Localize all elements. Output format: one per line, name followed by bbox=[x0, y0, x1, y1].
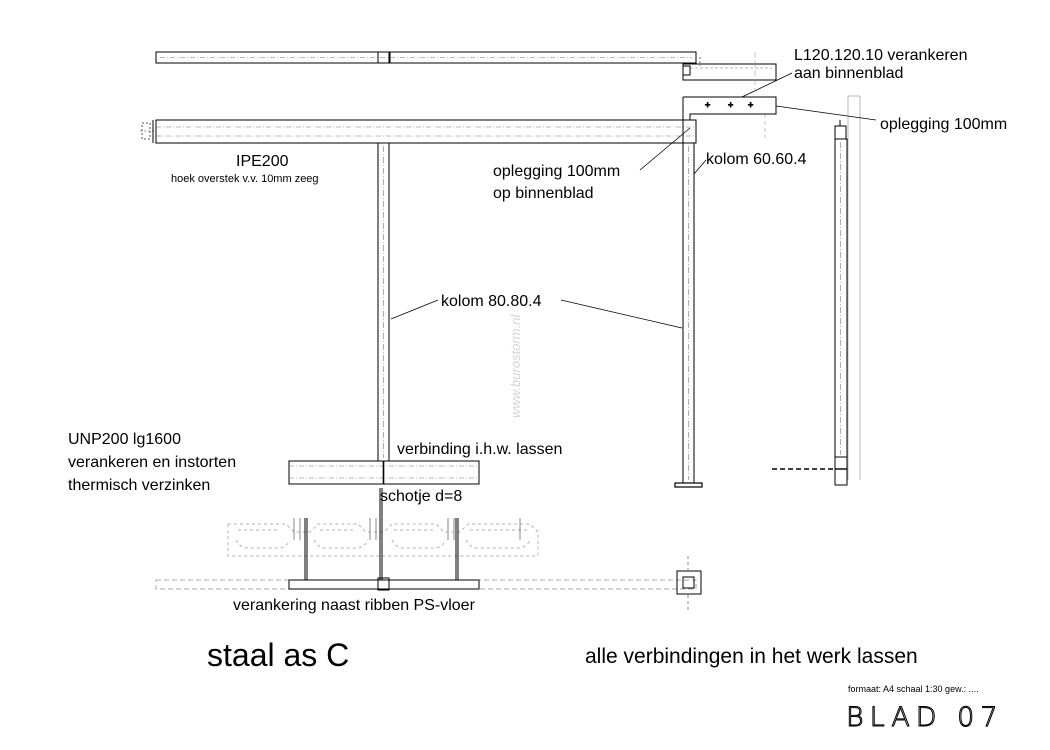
label-oplegging-mid-line2: op binnenblad bbox=[493, 185, 594, 202]
column-80 bbox=[378, 143, 389, 461]
column-60 bbox=[675, 143, 702, 487]
watermark: www.burostorm.nl bbox=[508, 314, 523, 418]
label-schotje: schotje d=8 bbox=[380, 488, 463, 505]
label-ipe200: IPE200 bbox=[236, 153, 289, 170]
label-unp-1: UNP200 lg1600 bbox=[68, 431, 181, 448]
label-kolom-80: kolom 80.80.4 bbox=[441, 293, 542, 310]
label-kolom-60: kolom 60.60.4 bbox=[706, 151, 807, 168]
plan-beam-top bbox=[156, 52, 696, 63]
sheet-number: BLAD 07 bbox=[846, 702, 1004, 733]
svg-text:+: + bbox=[748, 100, 754, 110]
label-verbinding: verbinding i.h.w. lassen bbox=[397, 441, 563, 458]
label-verankering: verankering naast ribben PS-vloer bbox=[233, 597, 475, 614]
label-oplegging-right: oplegging 100mm bbox=[880, 116, 1008, 133]
label-oplegging-mid: oplegging 100mm bbox=[493, 163, 621, 180]
drawing-labels bbox=[68, 47, 1007, 614]
general-note: alle verbindingen in het werk lassen bbox=[585, 645, 918, 668]
label-unp-3: thermisch verzinken bbox=[68, 477, 211, 494]
label-unp-2: verankeren en instorten bbox=[68, 454, 237, 471]
title-block bbox=[207, 637, 1004, 733]
ipe200-beam bbox=[140, 120, 696, 143]
unp200-foot bbox=[289, 461, 479, 484]
ps-floor-ribs bbox=[228, 518, 538, 556]
label-ipe-note: hoek overstek v.v. 10mm zeeg bbox=[171, 173, 319, 185]
leader-lines bbox=[391, 73, 876, 328]
label-l120-line2: aan binnenblad bbox=[794, 65, 904, 82]
svg-text:+: + bbox=[728, 100, 734, 110]
angle-profile-lower bbox=[683, 97, 776, 138]
format-info: formaat: A4 schaal 1:30 gew.: .... bbox=[848, 684, 979, 694]
angle-profile-upper bbox=[683, 52, 776, 90]
sheet-title: staal as C bbox=[207, 637, 350, 673]
svg-text:+: + bbox=[705, 100, 711, 110]
label-l120: L120.120.10 verankeren bbox=[794, 47, 968, 64]
